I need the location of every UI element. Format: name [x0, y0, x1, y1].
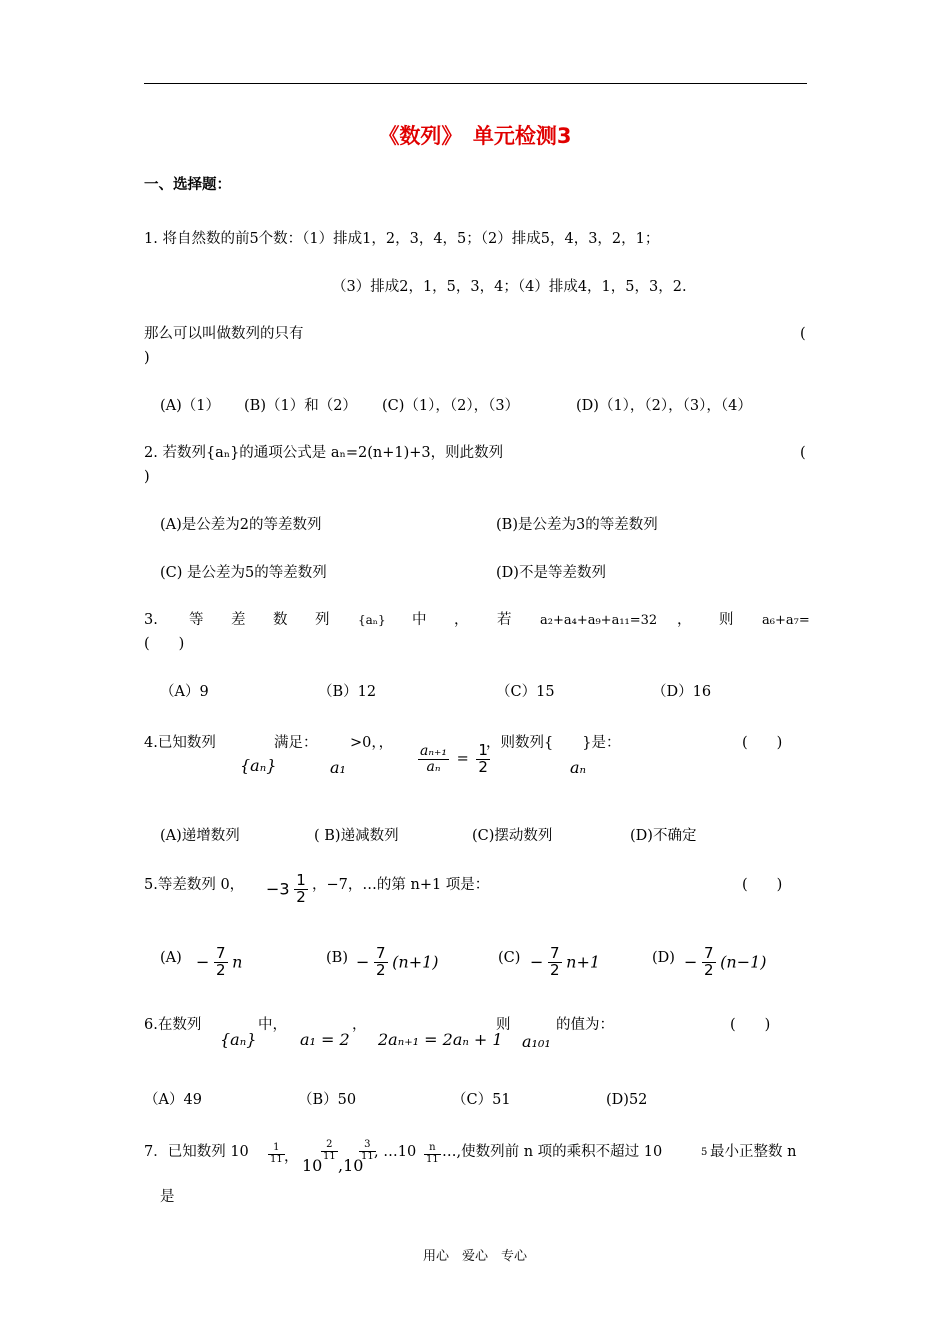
- q5-option-c: − $\frac{7}{2}$ n+1: [530, 944, 601, 979]
- q5-num: 7: [550, 944, 560, 962]
- q4-option-c: (C)摆动数列: [472, 828, 553, 844]
- q6-recurrence: 2aₙ₊₁ = 2aₙ + 1: [378, 1030, 503, 1049]
- q3-part: 则: [719, 612, 734, 628]
- q6-a101: a₁₀₁: [522, 1032, 551, 1051]
- q4-half-numerator: 1: [478, 741, 488, 759]
- q7-expn-num: n: [424, 1143, 441, 1155]
- q4-equals: =: [456, 751, 469, 767]
- q7-exp1: [268, 1143, 285, 1165]
- q5-option-b-label: (B): [326, 950, 348, 966]
- q6-comma: ，: [352, 1017, 367, 1033]
- q3-option-d: （D）16: [652, 684, 712, 700]
- q5-option-a-label: (A): [160, 950, 182, 966]
- q4-cond: >0，，: [350, 735, 394, 751]
- q1-paren-close: ): [144, 350, 150, 366]
- q4-half-denominator: 2: [478, 757, 488, 776]
- q7-rest: …,使数列前 n 项的乘积不超过 10: [442, 1144, 663, 1160]
- q7-sep1: ，: [284, 1149, 299, 1165]
- q5-option-d-label: (D): [652, 950, 675, 966]
- q7-expn: [424, 1143, 441, 1165]
- q2-option-d: (D)不是等差数列: [496, 565, 606, 581]
- q7-ten: 10: [302, 1156, 323, 1175]
- q5-num: 7: [704, 944, 714, 962]
- q5-prefix: 5.等差数列 0，: [144, 877, 245, 893]
- q4-a1: a₁: [330, 758, 346, 777]
- q4-option-a: (A)递增数列: [160, 828, 240, 844]
- q4-option-d: (D)不确定: [630, 828, 697, 844]
- q5-rest: ，−7，…的第 n+1 项是：: [312, 877, 490, 893]
- q5-den: 2: [376, 960, 386, 979]
- q7-rest2: 最小正整数 n: [710, 1144, 797, 1160]
- q4-ratio-denominator: aₙ: [426, 758, 441, 775]
- q3-option-a: （A）9: [160, 684, 209, 700]
- q3-part: ，: [677, 612, 692, 628]
- q3-part: 数: [273, 612, 288, 628]
- q5-option-d: − $\frac{7}{2}$ (n−1): [684, 944, 767, 979]
- q7-exp2-num: 2: [321, 1140, 338, 1152]
- q5-num: 7: [376, 944, 386, 962]
- q5-half-numerator: 1: [296, 871, 306, 889]
- q7-comma2: ,10: [338, 1156, 364, 1175]
- q7-exp1-den: 11: [270, 1153, 283, 1165]
- page-footer: 用心 爱心 专心: [422, 1249, 527, 1264]
- q3-part: 等: [189, 612, 204, 628]
- q5-tail-b: (n+1): [392, 952, 439, 972]
- q5-mixed-number: [266, 873, 308, 906]
- q3-option-b: （B）12: [318, 684, 377, 700]
- q5-whole: −3: [266, 879, 290, 899]
- q5-den: 2: [704, 960, 714, 979]
- q3-option-c: （C）15: [496, 684, 555, 700]
- page-title: 《数列》 单元检测3: [378, 124, 572, 148]
- q7-exp5: 5: [701, 1147, 708, 1158]
- q3-paren: ( ): [144, 636, 185, 652]
- q5-option-a: − $\frac{7}{2}$ n: [196, 944, 243, 979]
- q4-ratio-numerator: aₙ₊₁: [420, 743, 448, 760]
- q7-expn-den: 11: [426, 1153, 439, 1165]
- q3-condition: a₂+a₄+a₉+a₁₁=32: [540, 613, 658, 628]
- q6-option-c: （C）51: [452, 1092, 511, 1108]
- q3-part: ，: [454, 612, 469, 628]
- q6-mid: 中，: [258, 1017, 287, 1033]
- q4-then: ，则数列{ }是：: [486, 735, 621, 751]
- q4-paren: ( ): [742, 735, 783, 751]
- q1-option-a: (A)（1）: [160, 398, 221, 414]
- q6-initial: a₁ = 2: [300, 1030, 350, 1049]
- q5-paren: ( ): [742, 877, 783, 893]
- q2-option-a: (A)是公差为2的等差数列: [160, 517, 322, 533]
- q2-option-c: (C) 是公差为5的等差数列: [160, 565, 327, 581]
- q3-part: 列: [315, 612, 330, 628]
- q3-part: 差: [231, 612, 246, 628]
- q5-option-b: − $\frac{7}{2}$ (n+1): [356, 944, 439, 979]
- q1-line1: 1. 将自然数的前5个数：（1）排成1，2，3，4，5；（2）排成5，4，3，2，1；: [144, 231, 660, 247]
- q4-mid: 满足：: [274, 735, 318, 751]
- q1-stem: 那么可以叫做数列的只有: [144, 326, 304, 342]
- q4-option-b: ( B)递减数列: [314, 828, 399, 844]
- q3-part: 3.: [144, 612, 158, 628]
- q7-dots: , …10: [374, 1144, 417, 1160]
- q2-option-b: (B)是公差为3的等差数列: [496, 517, 658, 533]
- q5-num: 7: [216, 944, 226, 962]
- q7-exp2-den: 11: [323, 1150, 336, 1162]
- q3-part: 若: [497, 612, 512, 628]
- header-rule: [144, 83, 807, 84]
- q6-sequence: {aₙ}: [220, 1030, 257, 1049]
- q6-prefix: 6.在数列: [144, 1017, 202, 1033]
- q5-tail-c: n+1: [566, 952, 601, 972]
- q7-exp2: [321, 1140, 338, 1162]
- q6-option-a: （A）49: [144, 1092, 202, 1108]
- q7-exp3-num: 3: [359, 1140, 376, 1152]
- q5-option-c-label: (C): [498, 950, 521, 966]
- q4-prefix: 4.已知数列: [144, 735, 216, 751]
- q1-option-c: (C)（1），（2），（3）: [382, 398, 520, 414]
- q5-den: 2: [216, 960, 226, 979]
- q5-tail-a: n: [232, 952, 243, 972]
- q6-option-b: （B）50: [298, 1092, 357, 1108]
- q5-half-denominator: 2: [296, 887, 306, 906]
- q5-tail-d: (n−1): [720, 952, 767, 972]
- section-heading: 一、选择题：: [144, 177, 231, 193]
- q2-paren-close: ): [144, 469, 150, 485]
- q4-sequence: {aₙ}: [240, 756, 277, 775]
- q7-exp1-num: 1: [268, 1143, 285, 1155]
- q3-target: a₆+a₇=: [762, 613, 810, 628]
- q6-then: 则: [496, 1017, 511, 1033]
- q4-ratio: [418, 743, 490, 776]
- q7-line2: 是: [160, 1189, 175, 1205]
- q2-stem: 2. 若数列{aₙ}的通项公式是 aₙ=2(n+1)+3，则此数列: [144, 445, 504, 461]
- q6-option-d: (D)52: [606, 1092, 648, 1108]
- q7-prefix: 7．已知数列 10: [144, 1144, 249, 1160]
- q6-paren: ( ): [730, 1017, 771, 1033]
- q3-part: 中: [412, 612, 427, 628]
- q1-paren-open: (: [800, 326, 806, 342]
- q5-den: 2: [550, 960, 560, 979]
- q1-option-b: (B)（1）和（2）: [244, 398, 357, 414]
- q2-paren-open: (: [800, 445, 806, 461]
- q4-an: aₙ: [570, 758, 587, 777]
- q3-sequence: {aₙ}: [358, 613, 386, 627]
- q6-value: 的值为：: [556, 1017, 614, 1033]
- q7-exp3-den: 11: [361, 1150, 374, 1162]
- q1-option-d: (D)（1），（2），（3），（4）: [576, 398, 752, 414]
- q1-line2: （3）排成2，1，5，3，4；（4）排成4，1，5，3，2.: [332, 279, 687, 295]
